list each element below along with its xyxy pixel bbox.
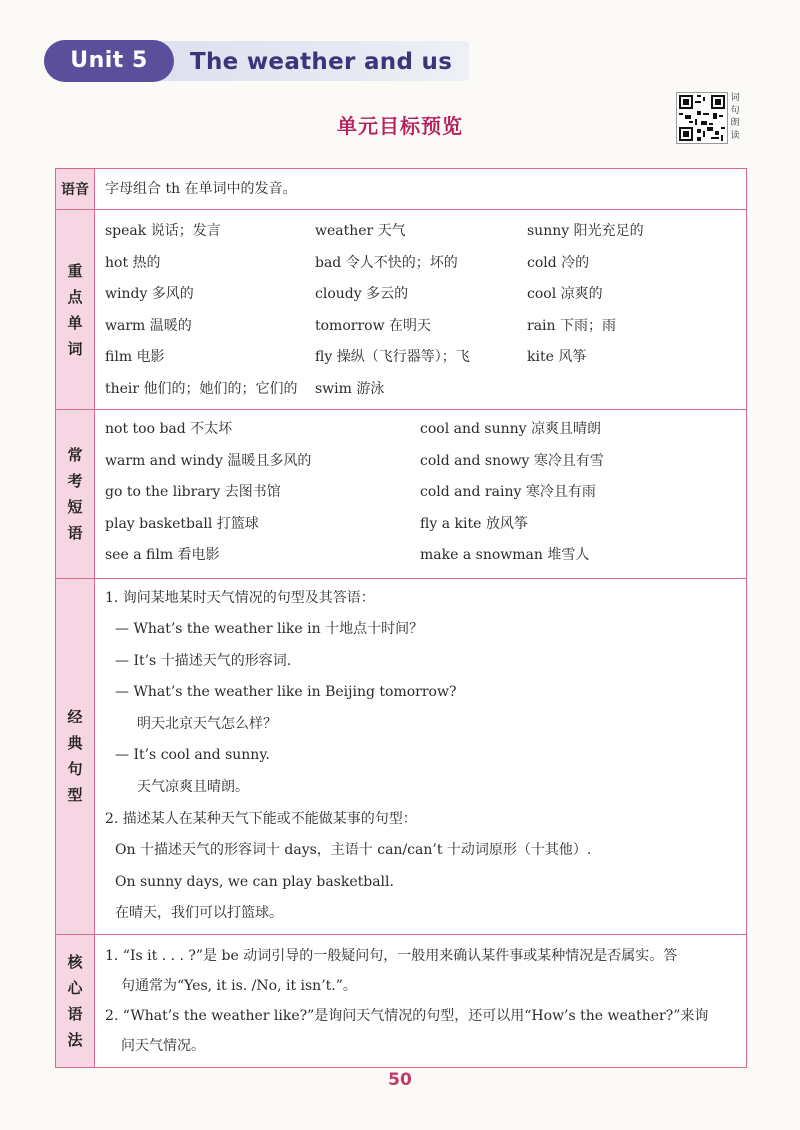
phrase-item: make a snowman 堆雪人 (420, 547, 590, 563)
word-item: fly 操纵（飞行器等）；飞 (315, 349, 470, 365)
preview-table (55, 168, 747, 1068)
phrase-item: go to the library 去图书馆 (105, 484, 281, 500)
sentences-block (95, 579, 746, 935)
word-item: cool 凉爽的 (527, 286, 603, 302)
row-header: 语音 (56, 169, 95, 209)
phrase-item: fly a kite 放风筝 (420, 515, 528, 532)
word-item: hot 热的 (105, 254, 161, 271)
page-number: 50 (388, 1070, 412, 1090)
words-grid (95, 210, 746, 409)
row-header: 常考短语 (56, 410, 95, 578)
word-item: their 他们的；她们的；它们的 (105, 380, 298, 397)
phonics-text: 字母组合 th 在单词中的发音。 (105, 181, 297, 197)
sentence-line: — It’s cool and sunny. (115, 747, 270, 764)
grammar-line: 1. “Is it . . . ?”是 be 动词引导的一般疑问句，一般用来确认某件事或某种情况是否属实。答 (105, 948, 678, 965)
section-title: 单元目标预览 (337, 114, 463, 138)
word-item: weather 天气 (315, 223, 406, 239)
words-row (56, 210, 746, 410)
phrase-item: warm and windy 温暖且多风的 (105, 452, 312, 469)
phrase-item: see a film 看电影 (105, 547, 220, 563)
word-item: kite 风筝 (527, 349, 587, 365)
word-item: sunny 阳光充足的 (527, 223, 644, 239)
phrase-item: cool and sunny 凉爽且晴朗 (420, 421, 601, 437)
word-item: swim 游泳 (315, 380, 385, 397)
word-item: speak 说话；发言 (105, 223, 221, 239)
phrase-item: cold and snowy 寒冷且有雪 (420, 452, 604, 469)
qr-label: 词句朗读 (730, 93, 740, 141)
grammar-row (56, 935, 746, 1067)
sentence-line: On sunny days, we can play basketball. (115, 873, 394, 890)
grammar-block (95, 935, 746, 1067)
word-item: rain 下雨；雨 (527, 317, 616, 334)
sentence-line: 在晴天，我们可以打篮球。 (115, 905, 283, 922)
grammar-line: 2. “What’s the weather like?”是询问天气情况的句型，还可以用“How’s the weather?”来询 (105, 1008, 709, 1025)
sentence-line: 明天北京天气怎么样？ (137, 715, 277, 732)
sentence-line: — What’s the weather like in Beijing tomorrow? (115, 684, 457, 701)
row-header: 经典句型 (56, 579, 95, 935)
qr-code-icon[interactable] (676, 92, 728, 144)
sentence-line: — It’s 十描述天气的形容词. (115, 652, 292, 669)
phrase-item: not too bad 不太坏 (105, 421, 233, 437)
unit-title: The weather and us (190, 49, 453, 75)
sentences-row (56, 579, 746, 936)
sentence-line: On 十描述天气的形容词十 days，主语十 can/can’t 十动词原形（十其他）. (115, 842, 592, 859)
word-item: tomorrow 在明天 (315, 317, 432, 334)
row-header: 重点单词 (56, 210, 95, 409)
unit-label: Unit 5 (44, 40, 174, 82)
word-item (527, 374, 736, 406)
word-item: cold 冷的 (527, 254, 590, 271)
phonics-row (56, 169, 746, 210)
word-item: bad 令人不快的；坏的 (315, 254, 458, 271)
phrases-grid (95, 410, 746, 578)
word-item: film 电影 (105, 349, 165, 365)
sentence-line: 2. 描述某人在某种天气下能或不能做某事的句型： (105, 810, 417, 827)
sentence-line: — What’s the weather like in 十地点十时间？ (115, 621, 424, 638)
word-item: cloudy 多云的 (315, 286, 409, 302)
word-item: windy 多风的 (105, 286, 194, 302)
sentence-line: 1. 询问某地某时天气情况的句型及其答语： (105, 589, 375, 606)
grammar-line: 问天气情况。 (121, 1038, 205, 1055)
word-item: warm 温暖的 (105, 317, 192, 334)
row-header: 核心语法 (56, 935, 95, 1067)
sentence-line: 天气凉爽且晴朗。 (137, 779, 249, 796)
phrases-row (56, 410, 746, 579)
phrase-item: cold and rainy 寒冷且有雨 (420, 484, 596, 500)
grammar-line: 句通常为“Yes, it is. /No, it isn’t.”。 (121, 978, 357, 995)
phrase-item: play basketball 打篮球 (105, 515, 259, 532)
